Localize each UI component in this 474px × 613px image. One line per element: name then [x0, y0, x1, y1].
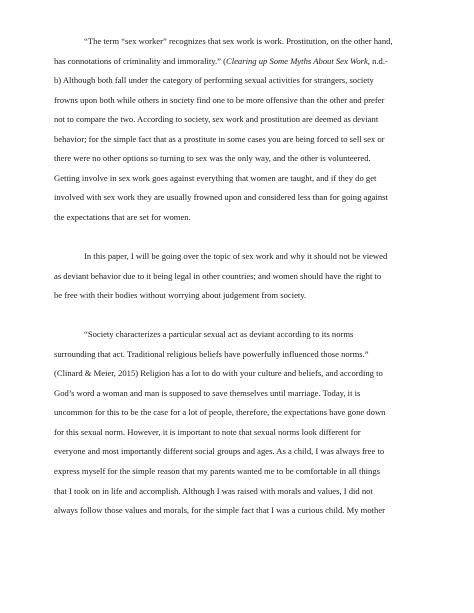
text-line: behavior; for the simple fact that as a prostitute in some cases you are being forced to sell sex or: [54, 133, 385, 144]
text-line: “Society characterizes a particular sexual act as deviant according to its norms: [84, 329, 354, 340]
paragraph-3: [54, 325, 444, 520]
text-line: be free with their bodies without worrying about judgement from society.: [54, 290, 307, 301]
paragraph-1: [54, 32, 444, 227]
text-line: God’s word a woman and man is supposed to save themselves until marriage. Today, it is: [54, 387, 361, 398]
text-fragment: has connotations of criminality and immorality.” (: [54, 55, 226, 66]
text-line: (Clinard & Meier, 2015) Religion has a lot to do with your culture and beliefs, and according to: [54, 368, 383, 379]
paragraph-2: [54, 247, 444, 306]
text-line: express myself for the simple reason that my parents wanted me to be comfortable in all things: [54, 466, 380, 477]
text-line: In this paper, I will be going over the topic of sex work and why it should not be viewed: [84, 251, 388, 262]
text-line: surrounding that act. Traditional religious beliefs have powerfully influenced those norms.”: [54, 348, 369, 359]
text-line: b) Although both fall under the category of performing sexual activities for strangers, society: [54, 75, 374, 86]
text-line: everyone and most importantly different social groups and ages. As a child, I was always free to: [54, 446, 385, 457]
paragraph-spacer: [54, 306, 444, 326]
text-line: as deviant behavior due to it being legal in other countries; and women should have the right to: [54, 270, 382, 281]
text-line: not to compare the two. According to society, sex work and prostitution are deemed as deviant: [54, 114, 379, 125]
text-line: “The term “sex worker” recognizes that sex work is work. Prostitution, on the other hand,: [84, 36, 393, 46]
text-line: the expectations that are set for women.: [54, 211, 191, 222]
citation-title: Clearing up Some Myths About Sex Work: [226, 55, 368, 66]
paragraph-spacer: [54, 227, 444, 247]
text-line: involved with sex work they are usually frowned upon and considered less than for going against: [54, 192, 388, 203]
document-body: [54, 32, 444, 521]
text-line-with-citation: [54, 52, 444, 72]
text-line: always follow those values and morals, for the simple fact that I was a curious child. My mother: [54, 505, 386, 516]
text-line: Getting involve in sex work goes against everything that women are taught, and if they do get: [54, 172, 377, 183]
text-line: that I took on in life and accomplish. Although I was raised with morals and values, I did not: [54, 485, 373, 496]
text-line: there were no other options so turning to sex was the only way, and the other is volunteered.: [54, 153, 371, 164]
text-line: for this sexual norm. However, it is important to note that sexual norms look different for: [54, 426, 361, 437]
citation-tail: , n.d.-: [367, 55, 388, 66]
text-line: frowns upon both while others in society find one to be more offensive than the other and prefer: [54, 94, 385, 105]
text-line: uncommon for this to be the case for a lot of people, therefore, the expectations have gone down: [54, 407, 386, 418]
